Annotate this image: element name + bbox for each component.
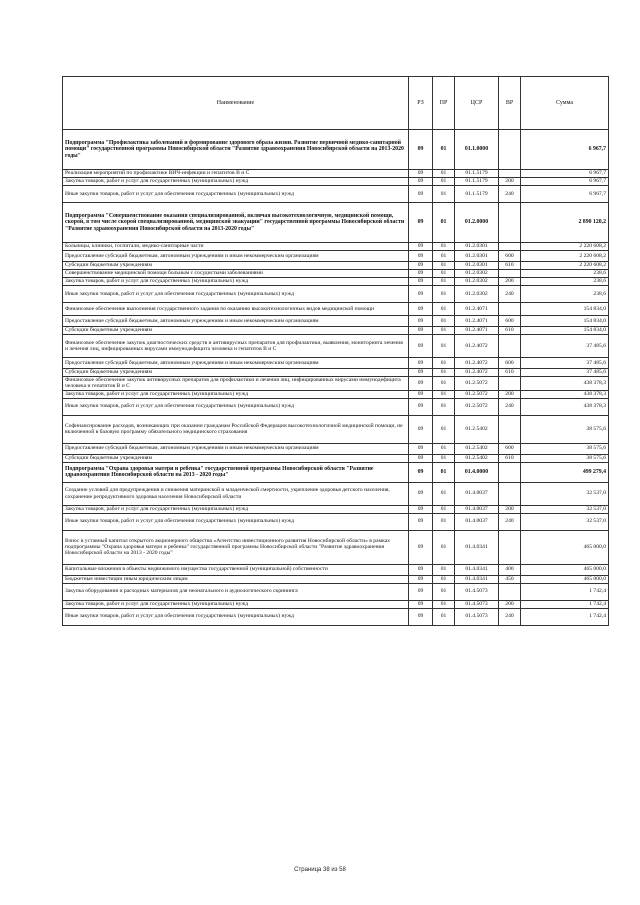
header-sum: Сумма [521, 77, 609, 130]
cell-vr: 200 [499, 505, 521, 513]
cell-pr: 01 [433, 513, 455, 530]
cell-sum: 238,6 [521, 286, 609, 303]
table-row [63, 443, 609, 454]
cell-name: Субсидии бюджетным учреждениям [63, 327, 409, 335]
cell-csr: 01.2.4072 [455, 335, 499, 358]
cell-csr: 01.4.0037 [455, 513, 499, 530]
cell-sum: 438 378,3 [521, 377, 609, 391]
table-row [63, 203, 609, 243]
cell-name: Предоставление субсидий бюджетным, автономным учреждениям и иным некоммерческим организациям [63, 316, 409, 327]
cell-rz: 09 [409, 262, 433, 270]
cell-vr: 610 [499, 327, 521, 335]
cell-sum: 6 967,7 [521, 170, 609, 178]
cell-vr: 450 [499, 575, 521, 583]
cell-pr: 01 [433, 608, 455, 625]
cell-csr: 01.4.5073 [455, 583, 499, 600]
cell-rz: 09 [409, 398, 433, 415]
cell-sum: 1 742,4 [521, 600, 609, 608]
table-row [63, 583, 609, 600]
cell-rz: 09 [409, 390, 433, 398]
cell-pr: 01 [433, 462, 455, 482]
table-row [63, 482, 609, 505]
table-row [63, 369, 609, 377]
cell-sum: 2 220 608,2 [521, 243, 609, 251]
cell-csr: 01.2.5072 [455, 390, 499, 398]
cell-vr: 600 [499, 443, 521, 454]
cell-name: Закупка товаров, работ и услуг для государственных (муниципальных) нужд [63, 390, 409, 398]
table-row [63, 390, 609, 398]
cell-csr: 01.2.5402 [455, 415, 499, 443]
cell-csr: 01.2.5402 [455, 454, 499, 462]
cell-vr: 200 [499, 390, 521, 398]
table-row [63, 243, 609, 251]
cell-rz: 09 [409, 564, 433, 575]
cell-sum: 2 220 608,2 [521, 262, 609, 270]
table-row [63, 262, 609, 270]
cell-vr: 610 [499, 454, 521, 462]
cell-csr: 01.1.0000 [455, 130, 499, 170]
cell-csr: 01.4.0000 [455, 462, 499, 482]
cell-rz: 09 [409, 462, 433, 482]
cell-name: Закупка товаров, работ и услуг для государственных (муниципальных) нужд [63, 600, 409, 608]
cell-rz: 09 [409, 358, 433, 369]
cell-csr: 01.4.5073 [455, 608, 499, 625]
table-row [63, 358, 609, 369]
cell-name: Капитальные вложения в объекты недвижимого имущества государственной (муниципальной) собственности [63, 564, 409, 575]
cell-vr: 240 [499, 286, 521, 303]
table-row [63, 130, 609, 170]
table-row [63, 530, 609, 564]
cell-rz: 09 [409, 530, 433, 564]
cell-pr: 01 [433, 335, 455, 358]
cell-csr: 01.4.5073 [455, 600, 499, 608]
cell-name: Иные закупки товаров, работ и услуг для обеспечения государственных (муниципальных) нужд [63, 186, 409, 203]
table-row [63, 178, 609, 186]
cell-pr: 01 [433, 369, 455, 377]
cell-name: Финансовое обеспечение закупок диагностических средств и антивирусных препаратов для профилактики, выявления, мониторинга лечения и лечения лиц, инфицированных вирусами иммунодефицита человека и гепатитов В и С [63, 335, 409, 358]
table-row [63, 335, 609, 358]
cell-csr: 01.1.5179 [455, 178, 499, 186]
cell-vr [499, 462, 521, 482]
cell-name: Закупка товаров, работ и услуг для государственных (муниципальных) нужд [63, 178, 409, 186]
cell-vr [499, 530, 521, 564]
cell-pr: 01 [433, 203, 455, 243]
cell-vr [499, 130, 521, 170]
table-row [63, 600, 609, 608]
cell-vr: 600 [499, 251, 521, 262]
cell-sum: 438 378,3 [521, 398, 609, 415]
cell-sum: 438 378,3 [521, 390, 609, 398]
cell-csr: 01.4.0037 [455, 482, 499, 505]
table-row [63, 377, 609, 391]
cell-sum: 32 537,0 [521, 513, 609, 530]
cell-name: Субсидии бюджетным учреждениям [63, 454, 409, 462]
cell-csr: 01.2.5402 [455, 443, 499, 454]
cell-csr: 01.2.0301 [455, 251, 499, 262]
cell-pr: 01 [433, 564, 455, 575]
table-row [63, 278, 609, 286]
cell-sum: 32 537,0 [521, 482, 609, 505]
cell-sum: 499 279,4 [521, 462, 609, 482]
table-row [63, 170, 609, 178]
cell-pr: 01 [433, 358, 455, 369]
table-row [63, 316, 609, 327]
cell-name: Закупка товаров, работ и услуг для государственных (муниципальных) нужд [63, 505, 409, 513]
cell-name: Подпрограмма "Профилактика заболеваний и формирование здорового образа жизни. Развитие первичной медико-санитарной помощи" государственной программы Новосибирской области "Развитие здравоохранения Новосибирской области на 2013-2020 годы" [63, 130, 409, 170]
cell-rz: 09 [409, 505, 433, 513]
cell-pr: 01 [433, 530, 455, 564]
cell-sum: 6 967,7 [521, 178, 609, 186]
cell-pr: 01 [433, 377, 455, 391]
cell-vr: 600 [499, 316, 521, 327]
table-row [63, 270, 609, 278]
cell-name: Иные закупки товаров, работ и услуг для обеспечения государственных (муниципальных) нужд [63, 513, 409, 530]
cell-pr: 01 [433, 398, 455, 415]
cell-rz: 09 [409, 243, 433, 251]
cell-vr: 240 [499, 398, 521, 415]
cell-csr: 01.2.4072 [455, 369, 499, 377]
header-vr: ВР [499, 77, 521, 130]
cell-name: Взнос в уставный капитал открытого акционерного общества «Агентство инвестиционного развития Новосибирской области» в рамках подпрограммы "Охрана здоровья матери и ребенка" государственной программы Новосибирской области "Развитие здравоохранения Новосибирской области на 2013 - 2020 годы" [63, 530, 409, 564]
page-number: Страница 38 из 58 [294, 867, 346, 873]
cell-rz: 09 [409, 454, 433, 462]
cell-pr: 01 [433, 600, 455, 608]
header-csr: ЦСР [455, 77, 499, 130]
cell-vr [499, 270, 521, 278]
cell-name: Подпрограмма "Совершенствование оказания специализированной, включая высокотехнологичную, медицинской помощи, скорой, в том числе скорой специализированной, медицинской эвакуации" государственной программы Новосибирской области "Развитие здравоохранения Новосибирской области на 2013-2020 годы" [63, 203, 409, 243]
cell-pr: 01 [433, 251, 455, 262]
table-row [63, 505, 609, 513]
cell-pr: 01 [433, 303, 455, 316]
cell-csr: 01.1.5179 [455, 170, 499, 178]
cell-sum: 37 485,6 [521, 358, 609, 369]
table-row [63, 286, 609, 303]
cell-rz: 09 [409, 583, 433, 600]
cell-name: Субсидии бюджетным учреждениям [63, 369, 409, 377]
cell-csr: 01.2.0302 [455, 270, 499, 278]
cell-rz: 09 [409, 327, 433, 335]
cell-rz: 09 [409, 130, 433, 170]
cell-pr: 01 [433, 575, 455, 583]
cell-rz: 09 [409, 600, 433, 608]
table-row [63, 608, 609, 625]
cell-pr: 01 [433, 286, 455, 303]
cell-sum: 38 575,6 [521, 415, 609, 443]
cell-rz: 09 [409, 575, 433, 583]
cell-vr [499, 203, 521, 243]
cell-name: Закупка товаров, работ и услуг для государственных (муниципальных) нужд [63, 278, 409, 286]
cell-name: Больницы, клиники, госпитали, медико-санитарные части [63, 243, 409, 251]
cell-pr: 01 [433, 583, 455, 600]
cell-csr: 01.2.0301 [455, 262, 499, 270]
cell-vr [499, 377, 521, 391]
header-rz: РЗ [409, 77, 433, 130]
table-row [63, 462, 609, 482]
cell-vr: 200 [499, 600, 521, 608]
cell-rz: 09 [409, 608, 433, 625]
cell-rz: 09 [409, 170, 433, 178]
cell-rz: 09 [409, 178, 433, 186]
cell-vr [499, 583, 521, 600]
cell-sum: 37 485,6 [521, 369, 609, 377]
cell-pr: 01 [433, 178, 455, 186]
cell-csr: 01.4.0037 [455, 505, 499, 513]
cell-vr: 600 [499, 358, 521, 369]
cell-vr [499, 482, 521, 505]
cell-pr: 01 [433, 278, 455, 286]
cell-sum: 465 000,0 [521, 530, 609, 564]
budget-table [62, 76, 609, 626]
cell-sum: 2 890 120,2 [521, 203, 609, 243]
cell-sum: 154 834,0 [521, 327, 609, 335]
cell-vr [499, 170, 521, 178]
table-row [63, 454, 609, 462]
table-row [63, 513, 609, 530]
cell-csr: 01.2.0302 [455, 286, 499, 303]
cell-csr: 01.2.0000 [455, 203, 499, 243]
cell-sum: 154 834,0 [521, 316, 609, 327]
table-row [63, 327, 609, 335]
cell-sum: 1 742,4 [521, 608, 609, 625]
cell-pr: 01 [433, 270, 455, 278]
cell-rz: 09 [409, 186, 433, 203]
cell-csr: 01.4.0341 [455, 564, 499, 575]
cell-csr: 01.2.5072 [455, 377, 499, 391]
cell-pr: 01 [433, 454, 455, 462]
cell-name: Иные закупки товаров, работ и услуг для обеспечения государственных (муниципальных) нужд [63, 398, 409, 415]
cell-vr: 610 [499, 369, 521, 377]
table-row [63, 398, 609, 415]
cell-name: Иные закупки товаров, работ и услуг для обеспечения государственных (муниципальных) нужд [63, 608, 409, 625]
cell-csr: 01.4.0341 [455, 530, 499, 564]
cell-name: Реализация мероприятий по профилактике ВИЧ-инфекции и гепатитов В и С [63, 170, 409, 178]
table-row [63, 186, 609, 203]
cell-vr [499, 303, 521, 316]
cell-name: Совершенствование медицинской помощи больным с сосудистыми заболеваниями [63, 270, 409, 278]
cell-sum: 6 967,7 [521, 130, 609, 170]
cell-name: Создание условий для предупреждения и снижения материнской и младенческой смертности, укрепление здоровья детского населения, сохранение репродуктивного здоровья населения Новосибирской области [63, 482, 409, 505]
cell-vr: 240 [499, 186, 521, 203]
cell-rz: 09 [409, 369, 433, 377]
cell-pr: 01 [433, 130, 455, 170]
cell-rz: 09 [409, 513, 433, 530]
cell-rz: 09 [409, 335, 433, 358]
cell-pr: 01 [433, 415, 455, 443]
cell-pr: 01 [433, 316, 455, 327]
cell-name: Предоставление субсидий бюджетным, автономным учреждениям и иным некоммерческим организациям [63, 443, 409, 454]
cell-vr: 610 [499, 262, 521, 270]
cell-pr: 01 [433, 170, 455, 178]
cell-name: Софинансирование расходов, возникающих при оказании гражданам Российской Федерации высокотехнологичной медицинской помощи, не включенной в базовую программу обязательного медицинского страхования [63, 415, 409, 443]
cell-name: Иные закупки товаров, работ и услуг для обеспечения государственных (муниципальных) нужд [63, 286, 409, 303]
cell-sum: 6 967,7 [521, 186, 609, 203]
cell-name: Бюджетные инвестиции иным юридическим лицам [63, 575, 409, 583]
cell-rz: 09 [409, 443, 433, 454]
cell-vr [499, 243, 521, 251]
cell-csr: 01.2.4071 [455, 327, 499, 335]
cell-pr: 01 [433, 443, 455, 454]
cell-sum: 38 575,6 [521, 443, 609, 454]
cell-sum: 38 575,6 [521, 454, 609, 462]
cell-vr [499, 335, 521, 358]
table-row [63, 251, 609, 262]
cell-pr: 01 [433, 327, 455, 335]
cell-sum: 465 000,0 [521, 564, 609, 575]
cell-name: Подпрограмма "Охрана здоровья матери и ребенка" государственной программы Новосибирской области "Развитие здравоохранения Новосибирской области на 2013 - 2020 годы" [63, 462, 409, 482]
cell-rz: 09 [409, 286, 433, 303]
cell-csr: 01.1.5179 [455, 186, 499, 203]
cell-vr: 240 [499, 608, 521, 625]
cell-rz: 09 [409, 482, 433, 505]
cell-sum: 32 537,0 [521, 505, 609, 513]
cell-name: Субсидии бюджетным учреждениям [63, 262, 409, 270]
cell-sum: 238,6 [521, 270, 609, 278]
cell-sum: 154 834,0 [521, 303, 609, 316]
table-row [63, 575, 609, 583]
cell-csr: 01.2.0301 [455, 243, 499, 251]
cell-vr: 400 [499, 564, 521, 575]
cell-pr: 01 [433, 243, 455, 251]
cell-rz: 09 [409, 377, 433, 391]
header-name: Наименование [63, 77, 409, 130]
cell-sum: 238,6 [521, 278, 609, 286]
cell-pr: 01 [433, 505, 455, 513]
cell-csr: 01.2.0302 [455, 278, 499, 286]
cell-csr: 01.2.4071 [455, 316, 499, 327]
cell-name: Финансовое обеспечение выполнения государственного задания по оказанию высокотехнологичных видов медицинской помощи [63, 303, 409, 316]
table-row [63, 303, 609, 316]
cell-vr [499, 415, 521, 443]
header-pr: ПР [433, 77, 455, 130]
cell-name: Предоставление субсидий бюджетным, автономным учреждениям и иным некоммерческим организациям [63, 358, 409, 369]
cell-pr: 01 [433, 262, 455, 270]
cell-rz: 09 [409, 251, 433, 262]
table-row [63, 564, 609, 575]
cell-pr: 01 [433, 390, 455, 398]
cell-vr: 200 [499, 278, 521, 286]
cell-name: Закупка оборудования и расходных материалов для неонатального и аудиологического скрининга [63, 583, 409, 600]
cell-csr: 01.4.0341 [455, 575, 499, 583]
cell-pr: 01 [433, 186, 455, 203]
cell-csr: 01.2.4072 [455, 358, 499, 369]
table-row [63, 415, 609, 443]
cell-rz: 09 [409, 203, 433, 243]
cell-sum: 37 485,6 [521, 335, 609, 358]
cell-rz: 09 [409, 316, 433, 327]
cell-csr: 01.2.4071 [455, 303, 499, 316]
cell-pr: 01 [433, 482, 455, 505]
cell-sum: 1 742,4 [521, 583, 609, 600]
cell-name: Предоставление субсидий бюджетным, автономным учреждениям и иным некоммерческим организациям [63, 251, 409, 262]
table-header-row [63, 77, 609, 130]
cell-vr: 200 [499, 178, 521, 186]
cell-rz: 09 [409, 415, 433, 443]
cell-name: Финансовое обеспечение закупок антивирусных препаратов для профилактики и лечения лиц, инфицированных вирусами иммунодефицита человека и гепатитов В и С [63, 377, 409, 391]
cell-sum: 2 220 608,2 [521, 251, 609, 262]
cell-csr: 01.2.5072 [455, 398, 499, 415]
cell-rz: 09 [409, 278, 433, 286]
cell-sum: 465 000,0 [521, 575, 609, 583]
cell-rz: 09 [409, 303, 433, 316]
cell-rz: 09 [409, 270, 433, 278]
cell-vr: 240 [499, 513, 521, 530]
